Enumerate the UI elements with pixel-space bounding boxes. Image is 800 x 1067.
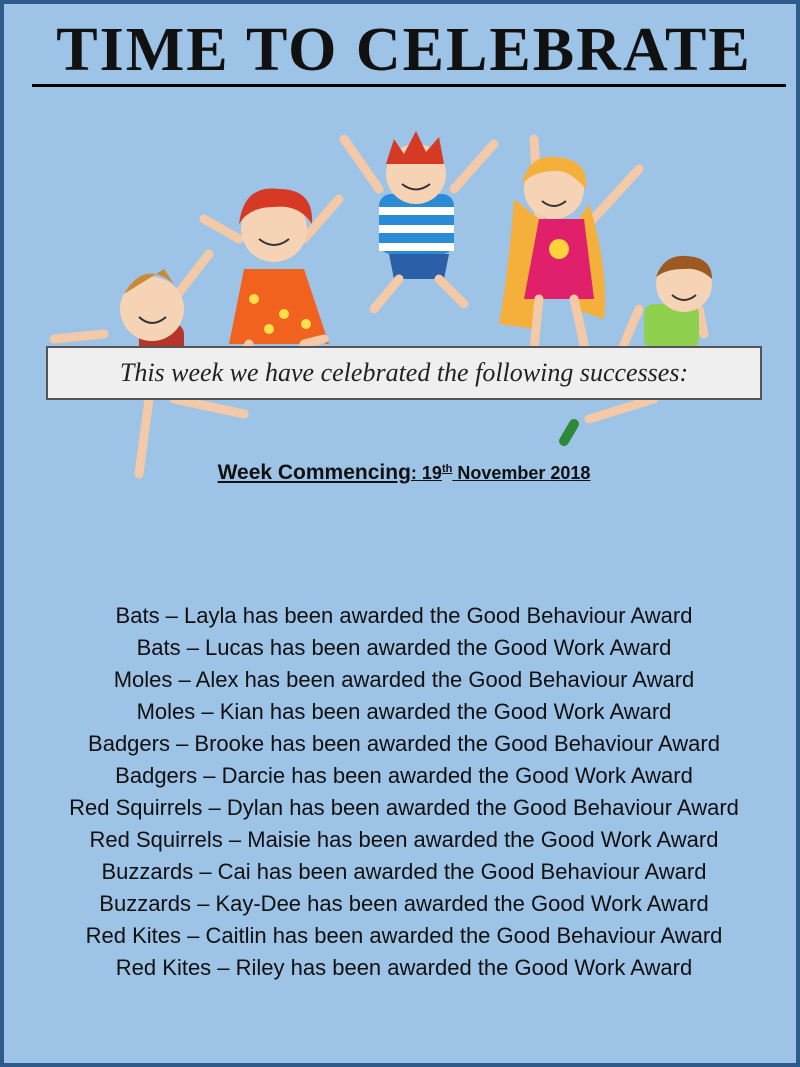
- week-commencing-label: Week Commencing: [217, 461, 411, 484]
- boy-striped-shirt-figure: [344, 131, 494, 309]
- award-item: Red Squirrels – Maisie has been awarded the Good Work Award: [89, 827, 719, 852]
- awards-list: [4, 600, 800, 984]
- award-item: Bats – Layla has been awarded the Good Behaviour Award: [115, 603, 693, 628]
- girl-red-hair-figure: [204, 188, 339, 354]
- award-item: Red Kites – Caitlin has been awarded the Good Behaviour Award: [85, 923, 723, 948]
- award-item: Buzzards – Cai has been awarded the Good Behaviour Award: [101, 859, 707, 884]
- celebration-banner: This week we have celebrated the following successes:: [46, 346, 762, 400]
- week-day-suffix: th: [441, 463, 453, 475]
- week-month-year: November 2018: [452, 463, 591, 483]
- award-item: Moles – Alex has been awarded the Good Behaviour Award: [113, 667, 695, 692]
- award-item: Bats – Lucas has been awarded the Good Work Award: [136, 635, 672, 660]
- week-commencing: [4, 456, 800, 486]
- jumping-children-illustration: [44, 119, 764, 499]
- award-item: Moles – Kian has been awarded the Good Work Award: [136, 699, 672, 724]
- award-item: Badgers – Brooke has been awarded the Good Behaviour Award: [88, 731, 720, 756]
- award-item: Red Squirrels – Dylan has been awarded the Good Behaviour Award: [69, 795, 739, 820]
- title-underline: [32, 84, 786, 87]
- award-item: Badgers – Darcie has been awarded the Good Work Award: [115, 763, 693, 788]
- week-separator: :: [410, 463, 422, 483]
- award-item: Buzzards – Kay-Dee has been awarded the Good Work Award: [99, 891, 709, 916]
- page-title: TIME TO CELEBRATE: [56, 16, 752, 84]
- girl-blonde-figure: [499, 139, 639, 349]
- week-day: 19: [421, 463, 442, 483]
- award-item: Red Kites – Riley has been awarded the Good Work Award: [115, 955, 693, 980]
